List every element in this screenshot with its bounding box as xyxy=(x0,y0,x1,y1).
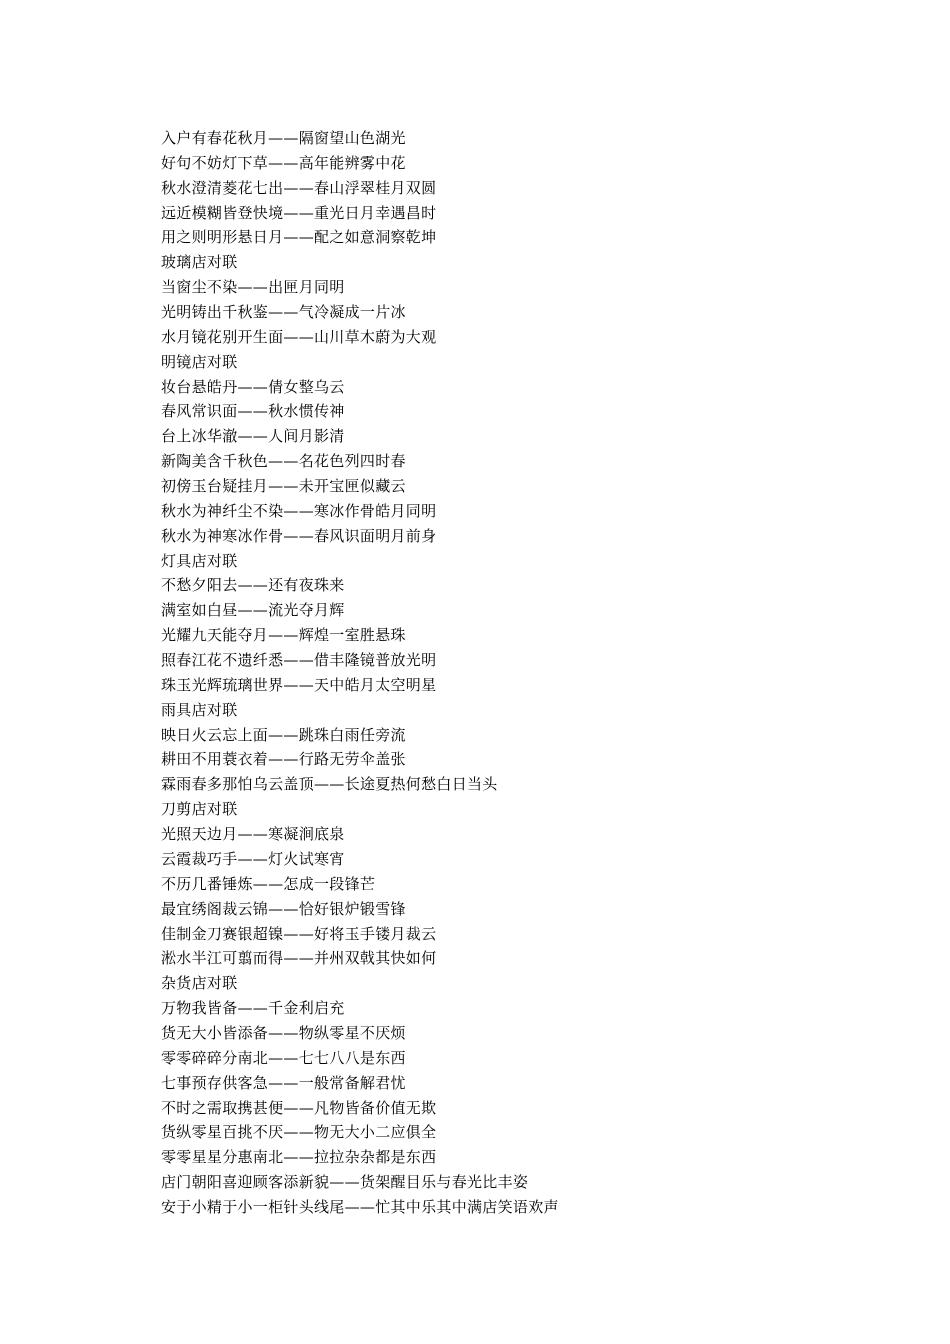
text-line: 初傍玉台疑挂月——未开宝匣似藏云 xyxy=(161,477,406,496)
text-line: 光耀九天能夺月——辉煌一室胜悬珠 xyxy=(161,626,406,645)
text-line: 当窗尘不染——出匣月同明 xyxy=(161,278,345,297)
text-line: 不愁夕阳去——还有夜珠来 xyxy=(161,576,345,595)
text-line: 秋水为神纤尘不染——寒冰作骨皓月同明 xyxy=(161,501,437,520)
text-line: 零零星星分惠南北——拉拉杂杂都是东西 xyxy=(161,1148,437,1167)
text-line: 光照天边月——寒凝涧底泉 xyxy=(161,825,345,844)
text-line: 好句不妨灯下草——高年能辨雾中花 xyxy=(161,153,406,172)
text-line: 耕田不用蓑衣着——行路无劳伞盖张 xyxy=(161,750,406,769)
section-heading: 灯具店对联 xyxy=(161,551,238,570)
text-line: 满室如白昼——流光夺月辉 xyxy=(161,601,345,620)
text-line: 映日火云忘上面——跳珠白雨任旁流 xyxy=(161,725,406,744)
text-line: 入户有春花秋月——隔窗望山色湖光 xyxy=(161,129,406,147)
text-line: 安于小精于小一柜针头线尾——忙其中乐其中满店笑语欢声 xyxy=(161,1197,559,1216)
text-line: 七事预存供客急——一般常备解君忧 xyxy=(161,1073,406,1092)
text-line: 珠玉光辉琉璃世界——天中皓月太空明星 xyxy=(161,675,437,694)
text-line: 水月镜花别开生面——山川草木蔚为大观 xyxy=(161,327,437,346)
text-line: 照春江花不遗纤悉——借丰隆镜普放光明 xyxy=(161,651,437,670)
text-line: 店门朝阳喜迎顾客添新貌——货架醒目乐与春光比丰姿 xyxy=(161,1173,529,1192)
text-line: 春风常识面——秋水惯传神 xyxy=(161,402,345,421)
text-line: 云霞裁巧手——灯火试寒宵 xyxy=(161,849,345,868)
text-line: 台上冰华澈——人间月影清 xyxy=(161,427,345,446)
text-line: 万物我皆备——千金利启充 xyxy=(161,999,345,1018)
text-line: 光明铸出千秋鉴——气冷凝成一片冰 xyxy=(161,303,406,322)
text-line: 远近模糊皆登快境——重光日月幸遇昌时 xyxy=(161,203,437,222)
text-line: 货纵零星百挑不厌——物无大小二应俱全 xyxy=(161,1123,437,1142)
text-line: 秋水澄清菱花七出——春山浮翠桂月双圆 xyxy=(161,178,437,197)
text-line: 最宜绣阁裁云锦——恰好银炉锻雪锋 xyxy=(161,899,406,918)
section-heading: 雨具店对联 xyxy=(161,700,238,719)
text-line: 佳制金刀赛银超镍——好将玉手镂月裁云 xyxy=(161,924,437,943)
text-line: 零零碎碎分南北——七七八八是东西 xyxy=(161,1048,406,1067)
text-line: 淞水半江可翦而得——并州双戟其快如何 xyxy=(161,949,437,968)
text-line: 霖雨春多那怕乌云盖顶——长途夏热何愁白日当头 xyxy=(161,775,498,794)
text-line: 妆台悬皓丹——倩女整乌云 xyxy=(161,377,345,396)
text-line: 用之则明形悬日月——配之如意洞察乾坤 xyxy=(161,228,437,247)
text-line: 新陶美含千秋色——名花色列四时春 xyxy=(161,452,406,471)
text-line: 货无大小皆添备——物纵零星不厌烦 xyxy=(161,1023,406,1042)
section-heading: 刀剪店对联 xyxy=(161,800,238,819)
text-line: 秋水为神寒冰作骨——春风识面明月前身 xyxy=(161,526,437,545)
text-line: 不时之需取携甚便——凡物皆备价值无欺 xyxy=(161,1098,437,1117)
section-heading: 玻璃店对联 xyxy=(161,253,238,272)
section-heading: 明镜店对联 xyxy=(161,352,238,371)
section-heading: 杂货店对联 xyxy=(161,974,238,993)
text-line: 不历几番锤炼——怎成一段锋芒 xyxy=(161,874,376,893)
couplet-text-block xyxy=(161,126,881,1220)
